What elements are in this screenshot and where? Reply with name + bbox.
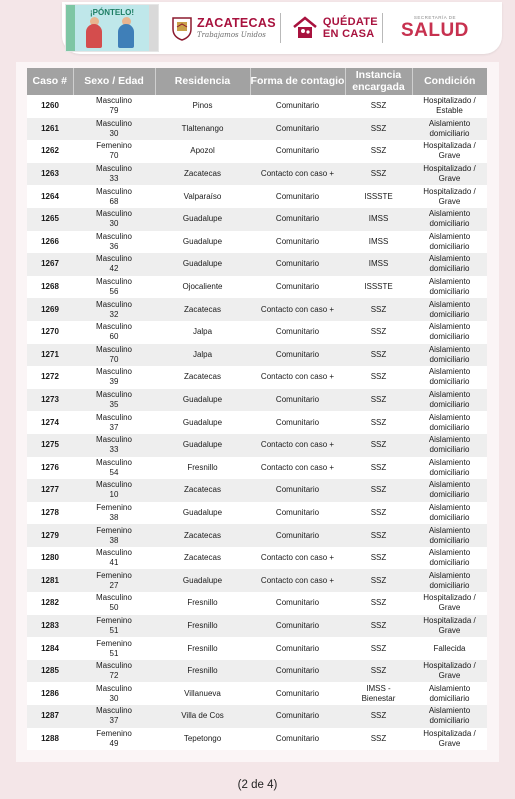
cell-sexo-edad: Masculino 30 (73, 682, 155, 705)
cell-caso: 1281 (27, 569, 73, 592)
cell-condicion: Hospitalizado / Grave (412, 660, 487, 683)
cell-forma-contagio: Comunitario (250, 208, 345, 231)
cell-condicion: Aislamiento domiciliario (412, 457, 487, 480)
cell-condicion: Hospitalizada / Grave (412, 140, 487, 163)
cell-forma-contagio: Contacto con caso + (250, 366, 345, 389)
cell-sexo-edad: Masculino 30 (73, 118, 155, 141)
cell-caso: 1270 (27, 321, 73, 344)
cell-sexo-edad: Masculino 54 (73, 457, 155, 480)
cell-sexo-edad: Masculino 33 (73, 163, 155, 186)
cell-instancia: SSZ (345, 547, 412, 570)
cell-caso: 1282 (27, 592, 73, 615)
cell-residencia: Fresnillo (155, 660, 250, 683)
cell-sexo-edad: Masculino 30 (73, 208, 155, 231)
cell-condicion: Fallecida (412, 637, 487, 660)
cell-caso: 1274 (27, 411, 73, 434)
cell-instancia: ISSSTE (345, 276, 412, 299)
cell-caso: 1261 (27, 118, 73, 141)
cell-sexo-edad: Femenino 51 (73, 637, 155, 660)
cell-residencia: Guadalupe (155, 569, 250, 592)
cell-instancia: SSZ (345, 524, 412, 547)
cell-caso: 1288 (27, 728, 73, 751)
table-row (27, 524, 487, 547)
cell-condicion: Hospitalizada / Grave (412, 615, 487, 638)
table-row (27, 411, 487, 434)
poster-title: ¡PÓNTELO! (90, 8, 134, 17)
cell-sexo-edad: Masculino 39 (73, 366, 155, 389)
cell-instancia: SSZ (345, 637, 412, 660)
cell-instancia: SSZ (345, 366, 412, 389)
cell-residencia: Fresnillo (155, 637, 250, 660)
cell-residencia: Guadalupe (155, 389, 250, 412)
page-number: (2 de 4) (237, 779, 278, 791)
cell-condicion: Aislamiento domiciliario (412, 231, 487, 254)
cell-sexo-edad: Femenino 51 (73, 615, 155, 638)
cell-forma-contagio: Comunitario (250, 95, 345, 118)
cell-sexo-edad: Masculino 10 (73, 479, 155, 502)
cell-residencia: Guadalupe (155, 411, 250, 434)
cell-forma-contagio: Comunitario (250, 524, 345, 547)
cell-residencia: Jalpa (155, 344, 250, 367)
header-divider (280, 13, 281, 43)
cell-residencia: Guadalupe (155, 253, 250, 276)
table-row (27, 457, 487, 480)
cell-forma-contagio: Comunitario (250, 479, 345, 502)
cell-residencia: Zacatecas (155, 163, 250, 186)
cases-table (27, 68, 487, 750)
cell-condicion: Aislamiento domiciliario (412, 389, 487, 412)
cell-residencia: Valparaíso (155, 185, 250, 208)
zacatecas-wordmark: ZACATECAS (197, 16, 276, 31)
cell-forma-contagio: Contacto con caso + (250, 163, 345, 186)
table-header-row (27, 68, 487, 95)
table-row (27, 185, 487, 208)
cell-condicion: Aislamiento domiciliario (412, 118, 487, 141)
table-row (27, 298, 487, 321)
cell-condicion: Aislamiento domiciliario (412, 705, 487, 728)
cell-sexo-edad: Femenino 38 (73, 524, 155, 547)
house-icon (291, 14, 319, 42)
cell-condicion: Aislamiento domiciliario (412, 208, 487, 231)
cell-forma-contagio: Comunitario (250, 344, 345, 367)
cell-instancia: SSZ (345, 479, 412, 502)
cell-residencia: Villa de Cos (155, 705, 250, 728)
column-header-condicion: Condición (412, 68, 487, 95)
cell-residencia: Zacatecas (155, 524, 250, 547)
cell-instancia: IMSS (345, 231, 412, 254)
table-row (27, 95, 487, 118)
table-row (27, 637, 487, 660)
cell-forma-contagio: Comunitario (250, 321, 345, 344)
table-row (27, 502, 487, 525)
cell-sexo-edad: Masculino 72 (73, 660, 155, 683)
cell-condicion: Aislamiento domiciliario (412, 366, 487, 389)
cell-sexo-edad: Femenino 27 (73, 569, 155, 592)
cell-caso: 1260 (27, 95, 73, 118)
table-row (27, 118, 487, 141)
cell-forma-contagio: Contacto con caso + (250, 298, 345, 321)
cell-condicion: Aislamiento domiciliario (412, 253, 487, 276)
cell-forma-contagio: Comunitario (250, 118, 345, 141)
column-header-residencia: Residencia (155, 68, 250, 95)
cell-forma-contagio: Comunitario (250, 389, 345, 412)
table-row (27, 682, 487, 705)
cell-residencia: Pinos (155, 95, 250, 118)
cell-condicion: Aislamiento domiciliario (412, 569, 487, 592)
cell-caso: 1272 (27, 366, 73, 389)
table-row (27, 140, 487, 163)
cell-condicion: Hospitalizado / Grave (412, 163, 487, 186)
cell-residencia: Guadalupe (155, 208, 250, 231)
cell-caso: 1265 (27, 208, 73, 231)
table-row (27, 705, 487, 728)
cell-condicion: Aislamiento domiciliario (412, 276, 487, 299)
cell-caso: 1276 (27, 457, 73, 480)
table-row (27, 366, 487, 389)
cell-sexo-edad: Masculino 70 (73, 344, 155, 367)
cell-forma-contagio: Comunitario (250, 502, 345, 525)
cell-forma-contagio: Comunitario (250, 728, 345, 751)
cell-forma-contagio: Comunitario (250, 411, 345, 434)
cell-sexo-edad: Masculino 50 (73, 592, 155, 615)
cell-instancia: IMSS (345, 253, 412, 276)
cell-residencia: Guadalupe (155, 434, 250, 457)
table-row (27, 389, 487, 412)
cell-sexo-edad: Masculino 68 (73, 185, 155, 208)
cell-caso: 1271 (27, 344, 73, 367)
cell-residencia: Zacatecas (155, 479, 250, 502)
cell-residencia: Ojocaliente (155, 276, 250, 299)
cell-residencia: Guadalupe (155, 502, 250, 525)
cell-sexo-edad: Masculino 41 (73, 547, 155, 570)
column-header-forma-contagio: Forma de contagio (250, 68, 345, 95)
cell-forma-contagio: Comunitario (250, 185, 345, 208)
cell-instancia: IMSS (345, 208, 412, 231)
cell-instancia: IMSS - Bienestar (345, 682, 412, 705)
cell-caso: 1280 (27, 547, 73, 570)
table-row (27, 231, 487, 254)
cell-condicion: Aislamiento domiciliario (412, 321, 487, 344)
cell-residencia: Fresnillo (155, 615, 250, 638)
cell-instancia: ISSSTE (345, 185, 412, 208)
secretaria-salud-logo: SECRETARÍA DE SALUD (400, 15, 469, 41)
cell-caso: 1273 (27, 389, 73, 412)
cell-condicion: Aislamiento domiciliario (412, 682, 487, 705)
column-header-caso: Caso # (27, 68, 73, 95)
cell-instancia: SSZ (345, 118, 412, 141)
cell-caso: 1264 (27, 185, 73, 208)
cell-residencia: Tepetongo (155, 728, 250, 751)
cell-caso: 1279 (27, 524, 73, 547)
cell-forma-contagio: Comunitario (250, 682, 345, 705)
table-row (27, 592, 487, 615)
cell-caso: 1269 (27, 298, 73, 321)
cell-caso: 1263 (27, 163, 73, 186)
cell-condicion: Aislamiento domiciliario (412, 479, 487, 502)
cell-residencia: Fresnillo (155, 457, 250, 480)
quedate-en-casa-logo: QUÉDATE EN CASA (322, 15, 378, 40)
cell-condicion: Aislamiento domiciliario (412, 411, 487, 434)
cell-caso: 1262 (27, 140, 73, 163)
cell-sexo-edad: Masculino 33 (73, 434, 155, 457)
cell-forma-contagio: Comunitario (250, 660, 345, 683)
header-banner (62, 2, 502, 54)
column-header-instancia: Instancia encargada (345, 68, 412, 95)
cell-sexo-edad: Femenino 38 (73, 502, 155, 525)
cell-condicion: Hospitalizado / Estable (412, 95, 487, 118)
cell-condicion: Aislamiento domiciliario (412, 344, 487, 367)
cell-instancia: SSZ (345, 163, 412, 186)
cell-caso: 1286 (27, 682, 73, 705)
cell-sexo-edad: Femenino 70 (73, 140, 155, 163)
cell-forma-contagio: Comunitario (250, 231, 345, 254)
cell-caso: 1278 (27, 502, 73, 525)
table-row (27, 434, 487, 457)
table-body (27, 95, 487, 750)
cell-sexo-edad: Masculino 37 (73, 705, 155, 728)
cell-instancia: SSZ (345, 728, 412, 751)
cell-caso: 1284 (27, 637, 73, 660)
cell-sexo-edad: Masculino 60 (73, 321, 155, 344)
mask-campaign-poster (65, 4, 159, 52)
cell-instancia: SSZ (345, 298, 412, 321)
cell-residencia: Apozol (155, 140, 250, 163)
cell-condicion: Aislamiento domiciliario (412, 434, 487, 457)
table-row (27, 321, 487, 344)
cell-instancia: SSZ (345, 615, 412, 638)
cell-residencia: Fresnillo (155, 592, 250, 615)
zacatecas-slogan: Trabajamos Unidos (197, 30, 266, 39)
cell-residencia: Guadalupe (155, 231, 250, 254)
cell-caso: 1285 (27, 660, 73, 683)
cell-instancia: SSZ (345, 140, 412, 163)
cell-sexo-edad: Femenino 49 (73, 728, 155, 751)
table-row (27, 163, 487, 186)
table-row (27, 615, 487, 638)
cell-forma-contagio: Comunitario (250, 140, 345, 163)
cell-residencia: Villanueva (155, 682, 250, 705)
cell-caso: 1266 (27, 231, 73, 254)
cell-sexo-edad: Masculino 79 (73, 95, 155, 118)
cell-instancia: SSZ (345, 592, 412, 615)
cell-forma-contagio: Comunitario (250, 592, 345, 615)
cell-instancia: SSZ (345, 705, 412, 728)
cell-instancia: SSZ (345, 457, 412, 480)
cell-forma-contagio: Comunitario (250, 705, 345, 728)
cell-instancia: SSZ (345, 321, 412, 344)
cell-condicion: Hospitalizado / Grave (412, 592, 487, 615)
table-row (27, 479, 487, 502)
cell-caso: 1277 (27, 479, 73, 502)
cell-instancia: SSZ (345, 434, 412, 457)
cell-sexo-edad: Masculino 32 (73, 298, 155, 321)
cell-sexo-edad: Masculino 42 (73, 253, 155, 276)
table-row (27, 569, 487, 592)
table-row (27, 660, 487, 683)
cell-instancia: SSZ (345, 660, 412, 683)
cell-residencia: Zacatecas (155, 547, 250, 570)
cell-residencia: Zacatecas (155, 298, 250, 321)
table-row (27, 344, 487, 367)
zacatecas-logo (197, 17, 276, 39)
cell-instancia: SSZ (345, 389, 412, 412)
table-row (27, 253, 487, 276)
cell-sexo-edad: Masculino 36 (73, 231, 155, 254)
cell-caso: 1268 (27, 276, 73, 299)
table-row (27, 547, 487, 570)
cell-forma-contagio: Comunitario (250, 637, 345, 660)
cell-condicion: Aislamiento domiciliario (412, 547, 487, 570)
cell-instancia: SSZ (345, 502, 412, 525)
cell-forma-contagio: Comunitario (250, 615, 345, 638)
cell-residencia: Zacatecas (155, 366, 250, 389)
cell-forma-contagio: Comunitario (250, 253, 345, 276)
table-row (27, 728, 487, 751)
cell-instancia: SSZ (345, 411, 412, 434)
cell-caso: 1267 (27, 253, 73, 276)
cell-sexo-edad: Masculino 56 (73, 276, 155, 299)
table-row (27, 208, 487, 231)
cell-condicion: Hospitalizado / Grave (412, 185, 487, 208)
cell-residencia: Tlaltenango (155, 118, 250, 141)
cell-instancia: SSZ (345, 344, 412, 367)
cell-forma-contagio: Comunitario (250, 276, 345, 299)
cell-instancia: SSZ (345, 569, 412, 592)
cell-caso: 1275 (27, 434, 73, 457)
cell-forma-contagio: Contacto con caso + (250, 547, 345, 570)
cell-condicion: Aislamiento domiciliario (412, 502, 487, 525)
table-row (27, 276, 487, 299)
column-header-sexo-edad: Sexo / Edad (73, 68, 155, 95)
cell-sexo-edad: Masculino 35 (73, 389, 155, 412)
cell-instancia: SSZ (345, 95, 412, 118)
cell-condicion: Aislamiento domiciliario (412, 298, 487, 321)
cell-condicion: Hospitalizada / Grave (412, 728, 487, 751)
cell-residencia: Jalpa (155, 321, 250, 344)
cell-forma-contagio: Contacto con caso + (250, 457, 345, 480)
coat-of-arms-icon (171, 15, 193, 41)
cell-condicion: Aislamiento domiciliario (412, 524, 487, 547)
cell-forma-contagio: Contacto con caso + (250, 569, 345, 592)
cell-forma-contagio: Contacto con caso + (250, 434, 345, 457)
cell-sexo-edad: Masculino 37 (73, 411, 155, 434)
cell-caso: 1287 (27, 705, 73, 728)
header-divider (382, 13, 383, 43)
cell-caso: 1283 (27, 615, 73, 638)
